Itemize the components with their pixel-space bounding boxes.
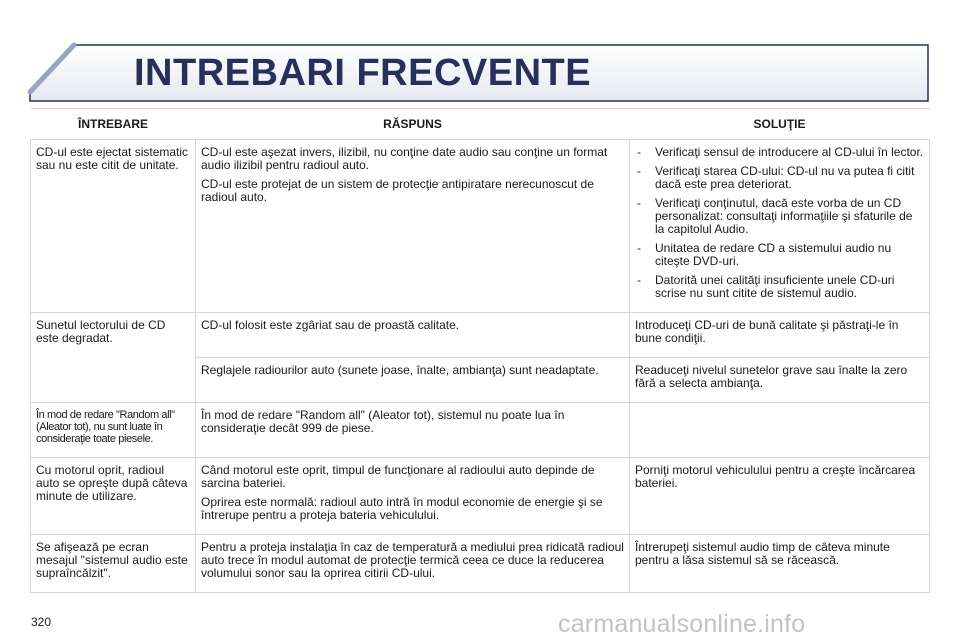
- dash-bullet-icon: -: [637, 145, 641, 159]
- answer-paragraph: CD-ul este protejat de un sistem de protecţie antipiratare nerecunoscut de radioul auto.: [201, 177, 594, 204]
- solution-text: Verificaţi starea CD-ului: CD-ul nu va putea fi citit dacă este prea deteriorat.: [655, 164, 915, 191]
- solution-cell: Porniţi motorul vehiculului pentru a creşte încărcarea bateriei.: [630, 458, 930, 535]
- table-row: [31, 458, 930, 535]
- answer-paragraph: CD-ul este aşezat invers, ilizibil, nu conţine date audio sau conţine un format audio ilizibil pentru radioul auto.: [201, 145, 608, 172]
- table-header-row: [31, 109, 930, 140]
- table-row: [31, 313, 930, 358]
- solution-text: Verificaţi conţinutul, dacă este vorba de un CD personalizat: consultaţi informaţiile şi sfaturile de la capitolul Audio.: [655, 196, 913, 236]
- solution-cell: [630, 140, 930, 313]
- solution-text: Unitatea de redare CD a sistemului audio nu citeşte DVD-uri.: [655, 241, 892, 268]
- solution-cell: Întrerupeţi sistemul audio timp de câteva minute pentru a lăsa sistemul să se răcească.: [630, 535, 930, 593]
- question-cell: În mod de redare "Random all" (Aleator tot), nu sunt luate în consideraţie toate piesele.: [31, 403, 196, 458]
- solution-text: Datorită unei calităţi insuficiente unele CD-uri scrise nu sunt citite de sistemul audio.: [655, 273, 895, 300]
- dash-bullet-icon: -: [637, 164, 641, 178]
- column-header-solution: SOLUŢIE: [630, 109, 930, 140]
- solution-cell: Readuceţi nivelul sunetelor grave sau înalte la zero fără a selecta ambianţa.: [630, 358, 930, 403]
- faq-table: [30, 108, 930, 593]
- solution-cell: [630, 403, 930, 458]
- question-cell: Cu motorul oprit, radioul auto se opreşte după câteva minute de utilizare.: [31, 458, 196, 535]
- solution-item: [635, 165, 924, 191]
- answer-paragraph: Oprirea este normală: radioul auto intră în modul economie de energie şi se întrerupe pentru a proteja bateria vehiculului.: [201, 495, 603, 522]
- answer-cell: CD-ul folosit este zgâriat sau de proastă calitate.: [196, 313, 630, 358]
- page-title: INTREBARI FRECVENTE: [134, 52, 592, 94]
- table-row: [31, 403, 930, 458]
- table-row: [31, 535, 930, 593]
- column-header-answer: RĂSPUNS: [196, 109, 630, 140]
- table-row: [31, 140, 930, 313]
- answer-cell: Reglajele radiourilor auto (sunete joase, înalte, ambianţa) sunt neadaptate.: [196, 358, 630, 403]
- answer-cell: [196, 140, 630, 313]
- answer-cell: Pentru a proteja instalaţia în caz de temperatură a mediului prea ridicată radioul auto trece în modul automat de protecţie termică ceea ce duce la reducerea volumului sonor sau la oprirea citirii CD-ului.: [196, 535, 630, 593]
- question-cell: Sunetul lectorului de CD este degradat.: [31, 313, 196, 403]
- solution-item: [635, 197, 924, 236]
- answer-paragraph: Când motorul este oprit, timpul de funcţionare al radioului auto depinde de sarcina bateriei.: [201, 463, 595, 490]
- solution-list: [635, 146, 924, 300]
- answer-cell: [196, 458, 630, 535]
- dash-bullet-icon: -: [637, 273, 641, 287]
- column-header-question: ÎNTREBARE: [31, 109, 196, 140]
- page-number: 320: [31, 615, 52, 629]
- question-cell: Se afişează pe ecran mesajul "sistemul audio este supraîncălzit".: [31, 535, 196, 593]
- solution-item: [635, 146, 924, 159]
- watermark: carmanualsonline.info: [558, 610, 806, 638]
- answer-cell: În mod de redare "Random all" (Aleator tot), sistemul nu poate lua în consideraţie decât 999 de piese.: [196, 403, 630, 458]
- solution-item: [635, 274, 924, 300]
- solution-cell: Introduceţi CD-uri de bună calitate şi păstraţi-le în bune condiţii.: [630, 313, 930, 358]
- dash-bullet-icon: -: [637, 241, 641, 255]
- solution-item: [635, 242, 924, 268]
- solution-text: Verificaţi sensul de introducere al CD-ului în lector.: [655, 145, 924, 159]
- question-cell: CD-ul este ejectat sistematic sau nu este citit de unitate.: [31, 140, 196, 313]
- dash-bullet-icon: -: [637, 196, 641, 210]
